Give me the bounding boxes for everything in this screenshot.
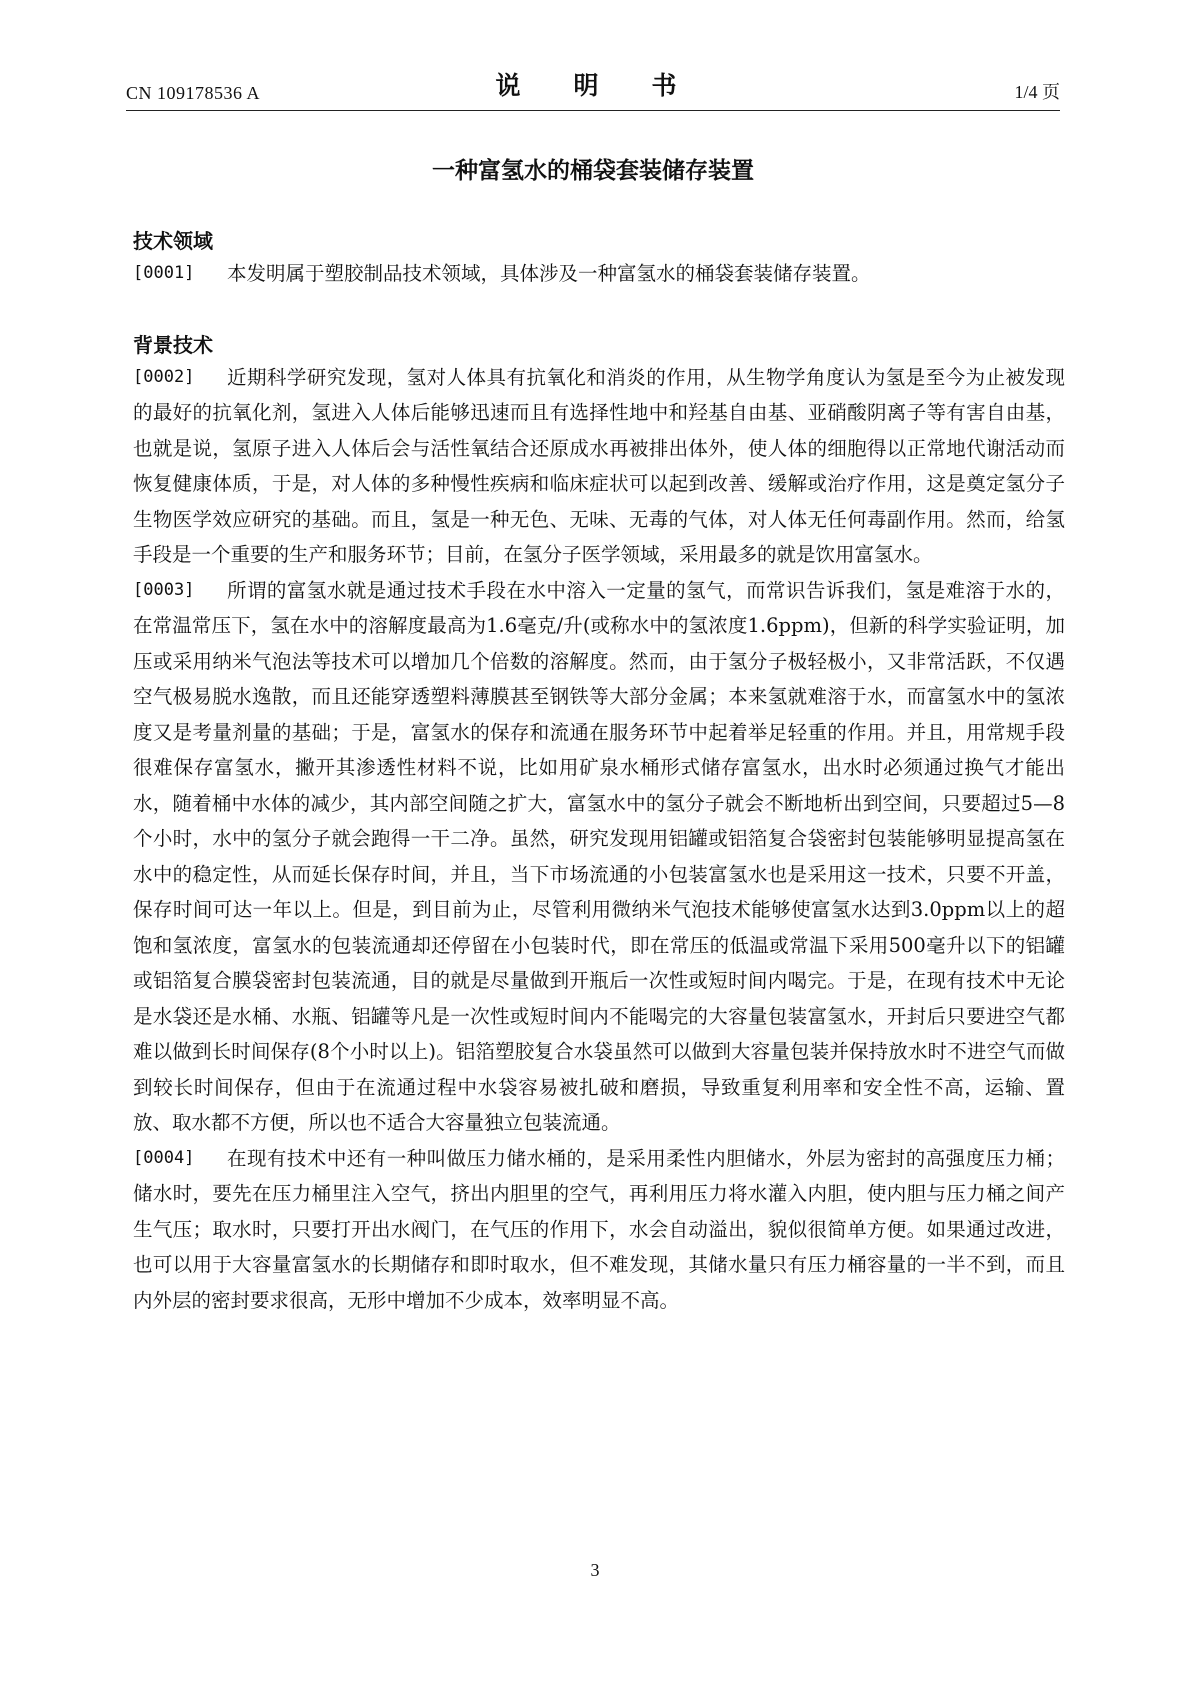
paragraph-text: 本发明属于塑胶制品技术领域，具体涉及一种富氢水的桶袋套装储存装置。 bbox=[227, 262, 871, 285]
page-number: 3 bbox=[590, 1560, 600, 1580]
section-background-art bbox=[133, 330, 1065, 1319]
document-number: CN 109178536 A bbox=[126, 83, 261, 103]
paragraph-0003 bbox=[133, 573, 1065, 1141]
paragraph-number: [0001] bbox=[133, 263, 195, 283]
paragraph-0001 bbox=[133, 256, 1065, 292]
paragraph-text: 近期科学研究发现，氢对人体具有抗氧化和消炎的作用，从生物学角度认为氢是至今为止被发现的最好的抗氧化剂，氢进入人体后能够迅速而且有选择性地中和羟基自由基、亚硝酸阴离子等有害自由基，也就是说，氢原子进入人体后会与活性氧结合还原成水再被排出体外，使人体的细胞得以正常地代谢活动而恢复健康体质，于是，对人体的多种慢性疾病和临床症状可以起到改善、缓解或治疗作用，这是奠定氢分子生物医学效应研究的基础。而且，氢是一种无色、无味、无毒的气体，对人体无任何毒副作用。然而，给氢手段是一个重要的生产和服务环节；目前，在氢分子医学领域，采用最多的就是饮用富氢水。 bbox=[133, 365, 1065, 566]
document-title: 一种富氢水的桶袋套装储存装置 bbox=[432, 158, 754, 184]
paragraph-number: [0002] bbox=[133, 366, 195, 387]
section-technical-field bbox=[133, 226, 1065, 292]
paragraph-text: 所谓的富氢水就是通过技术手段在水中溶入一定量的氢气，而常识告诉我们，氢是难溶于水的，在常温常压下，氢在水中的溶解度最高为1.6毫克/升(或称水中的氢浓度1.6ppm)，但新的科学实验证明，加压或采用纳米气泡法等技术可以增加几个倍数的溶解度。然而，由于氢分子极轻极小，又非常活跃，不仅遇空气极易脱水逸散，而且还能穿透塑料薄膜甚至钢铁等大部分金属；本来氢就难溶于水，而富氢水中的氢浓度又是考量剂量的基础；于是，富氢水的保存和流通在服务环节中起着举足轻重的作用。并且，用常规手段很难保存富氢水，撇开其渗透性材料不说，比如用矿泉水桶形式储存富氢水，出水时必须通过换气才能出水，随着桶中水体的减少，其内部空间随之扩大，富氢水中的氢分子就会不断地析出到空间，只要超过5—8个小时，水中的氢分子就会跑得一干二净。虽然，研究发现用铝罐或铝箔复合袋密封包装能够明显提高氢在水中的稳定性，从而延长保存时间，并且，当下市场流通的小包装富氢水也是采用这一技术，只要不开盖，保存时间可达一年以上。但是，到目前为止，尽管利用微纳米气泡技术能够使富氢水达到3.0ppm以上的超饱和氢浓度，富氢水的包装流通却还停留在小包装时代，即在常压的低温或常温下采用500毫升以下的铝罐或铝箔复合膜袋密封包装流通，目的就是尽量做到开瓶后一次性或短时间内喝完。于是，在现有技术中无论是水袋还是水桶、水瓶、铝罐等凡是一次性或短时间内不能喝完的大容量包装富氢水，开封后只要进空气都难以做到长时间保存(8个小时以上)。铝箔塑胶复合水袋虽然可以做到大容量包装并保持放水时不进空气而做到较长时间保存，但由于在流通过程中水袋容易被扎破和磨损，导致重复利用率和安全性不高，运输、置放、取水都不方便，所以也不适合大容量独立包装流通。 bbox=[133, 578, 1065, 1134]
paragraph-text: 在现有技术中还有一种叫做压力储水桶的，是采用柔性内胆储水，外层为密封的高强度压力桶；储水时，要先在压力桶里注入空气，挤出内胆里的空气，再利用压力将水灌入内胆，使内胆与压力桶之间产生气压；取水时，只要打开出水阀门，在气压的作用下，水会自动溢出，貌似很简单方便。如果通过改进，也可以用于大容量富氢水的长期储存和即时取水，但不难发现，其储水量只有压力桶容量的一半不到，而且内外层的密封要求很高，无形中增加不少成本，效率明显不高。 bbox=[133, 1146, 1065, 1312]
paragraph-0002 bbox=[133, 360, 1065, 573]
page-label: 1/4 页 bbox=[1014, 82, 1060, 102]
section-spacer bbox=[133, 292, 1065, 330]
header-divider bbox=[126, 110, 1060, 111]
paragraph-0004 bbox=[133, 1141, 1065, 1319]
document-body bbox=[133, 226, 1065, 1318]
paragraph-number: [0003] bbox=[133, 579, 195, 600]
section-heading: 背景技术 bbox=[133, 332, 213, 357]
page-header bbox=[126, 68, 1060, 108]
document-type: 说 明 书 bbox=[495, 71, 691, 100]
section-heading: 技术领域 bbox=[133, 229, 213, 253]
paragraph-number: [0004] bbox=[133, 1147, 195, 1168]
